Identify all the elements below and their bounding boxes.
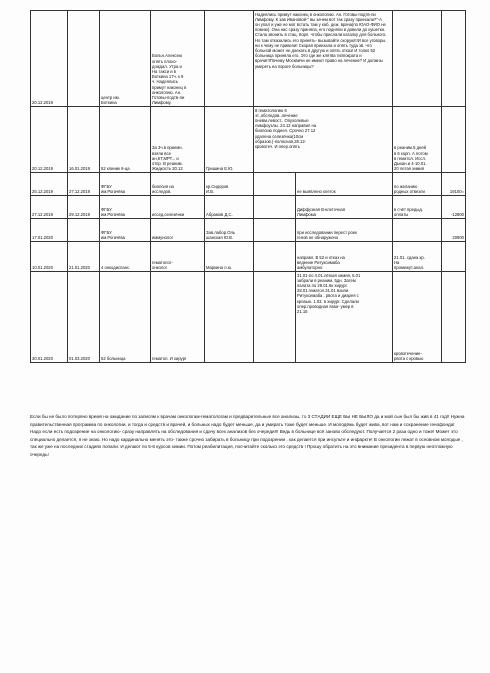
table-row (31, 242, 466, 272)
table-cell: 19100= (442, 173, 466, 196)
table-cell: Больн.Алексею опять плохо- дождал. Утра и На такси и в Боткина 17ч. к 9 ч. Надеялись примут наконец в онкологию. Ан. Готовы-подтв-ли Лимфому. (151, 11, 205, 107)
table-cell: 8 гематологию 6 эт.,обследов.,лечение пневм.левост.. Опухолевые лимфоузлы. 24.12 направил на биопсию поднел. Срочно 27.12 удалена селезёнка(10см образов.)-полосная,28.12- кровотеч. И опер.опять (254, 107, 393, 173)
table-cell: 27.12.2019 (68, 173, 100, 196)
table-cell: ФГБУ им.Рогачёва (100, 173, 151, 196)
table-cell: Надеялись примут наконец в онкологию. Ан. Готовы-подтв-ли Лимфому. К зав Ивановой-" вы зачем вот так сразу приехали?"-А он упал и уже не мог встать там у каб. деж. врача(по ЮАО-ФИО не помню). Она нас сразу приняла, его подняли и довели до кушетки. Стала звонить в стац. Корп. чтобы прислали каталку для больного. Но там отказались его принять- вызывайте скорую!!!И все уговоры ни к чему не привели! Скорая приехала и опять туда зв. что больной может не доехать в другую и опять отказ! И толко 52 больница приняла его. Это где же клятва гиппократа и врачи!!!Почему Москвичи не имеют право на лечение? И должны умереть на пороге больницы? (254, 11, 393, 107)
table-cell: 17.01.2020 (31, 219, 68, 242)
table-cell: не выявлено клеток (296, 173, 393, 196)
table-cell (205, 272, 254, 363)
table-cell (393, 219, 442, 242)
table-cell (254, 272, 296, 363)
table-cell: биопсия на исследов. (151, 173, 205, 196)
table-cell: по желанию родных отвезли (393, 173, 442, 196)
table-cell (254, 173, 296, 196)
table-cell: направл. В 52 и отказ на ведение Ритуксимаба амбулаторно (296, 242, 393, 272)
table-cell (68, 219, 100, 242)
table-cell: 27.12.2019 (31, 196, 68, 219)
table-cell: 10.01.2020 (31, 242, 68, 272)
medical-history-table (30, 10, 466, 363)
table-cell: 20.12.2019 (31, 107, 68, 173)
table-cell: 25.12.2019 (31, 173, 68, 196)
table-cell: 21.01. сдана кр. На промежут.анал. (393, 242, 442, 272)
table-cell: Гришина Е.Ю. (205, 107, 254, 173)
table-cell: 21.01.2020 (68, 242, 100, 272)
table-cell: 52 клиник 6-ца (100, 107, 151, 173)
table-cell: центр им. Боткина (100, 11, 151, 107)
table-cell: иссед.селезёнки (151, 196, 205, 219)
table-cell: ФГБУ им.Рогачёва (100, 219, 151, 242)
table-cell: Абрамов Д.С. (205, 196, 254, 219)
table-cell: гематол. И хирург (151, 272, 205, 363)
table-cell: иммунолог (151, 219, 205, 242)
table-cell (442, 11, 466, 107)
table-cell: 30.01.2020 (31, 272, 68, 363)
table-cell: кровотечение- рвота с кровью (393, 272, 442, 363)
table-row (31, 11, 466, 107)
table-cell: 4 онкодиспанс. (100, 242, 151, 272)
table-cell: 20.12.2019 (31, 11, 68, 107)
table-cell: при исследовании перест роек генов не обнаружено (296, 219, 393, 242)
table-cell: в реаним.5 дней в 6 корп. А потом в гематол. Иссл. Дыхан.и 4-10.01. 20 летая химия (393, 107, 442, 173)
table-cell (254, 196, 296, 219)
table-cell (254, 219, 296, 242)
table-cell: 52 больница (100, 272, 151, 363)
table-cell (393, 11, 442, 107)
table-cell: 29.12.2019 (68, 196, 100, 219)
table-cell: -12800 (442, 196, 466, 219)
table-cell (442, 242, 466, 272)
table-cell (205, 11, 254, 107)
table-cell: Зав.лабор.Оль шанская Ю.В. (205, 219, 254, 242)
table-cell (254, 242, 296, 272)
table-row (31, 272, 466, 363)
table-cell: Диффузная В-клеточная Лимфома (296, 196, 393, 219)
table-cell: кр.Сидоров И.В. (205, 173, 254, 196)
table-cell (442, 272, 466, 363)
table-row (31, 196, 466, 219)
table-row (31, 173, 466, 196)
table-cell (68, 11, 100, 107)
table-cell: 16.01.2019 (68, 107, 100, 173)
table-cell: гематолог- онколог (151, 242, 205, 272)
table-row (31, 107, 466, 173)
table-cell: в счёт предыд. оплаты (393, 196, 442, 219)
table-cell: 31.01-по 4.01.лёгкая химия, 5.01 забрали в реаним. 5дн. Затем палата по 28.01.6к хирург. 28.01.гематол.31.01 вхили Ритуксимаба . рвота и диарея с кровью. 1.03. в хирург. Сделали опер.проводная язва- умер в 21.15 (296, 272, 393, 363)
table-cell: 20900 (442, 219, 466, 242)
table-cell (442, 107, 466, 173)
table-cell: ФГБУ им.Рогачёва (100, 196, 151, 219)
table-cell: За 3ч.в приемн. взяли все ан,КТ,МРТ... и отпр. В реаним. Жидкость 20.12 (151, 107, 205, 173)
table-cell: Маркина л.ю. (205, 242, 254, 272)
table-cell: 01.03.2020 (68, 272, 100, 363)
appeal-text: Если бы не было потеряно время на ожидание по записям к врачам онкологам-гематологам и предварительные все анализы, то 3 СТАДИИ ЕЩЕ БЫ НЕ БЫЛО да и мой сын был бы жив в 41 год!! Нужна правительственная программа по онкологии, и тогда и средств и врачей, и больных надо будет меньше, да и умирать тоже будет меньше. И молодёжь будет жива, вот нам и сохранение генофонда! Надо если есть подозрение на онкологию- сразу направлять на обследования и сдачу всех анализов без очереди!!! Ведь в больнице всё заново обследуют. Получается 2 раза одно и тоже! Может это специально делается, я не знаю. Но надо кардинально менять это- также срочно забирать в больницу при подозрении , как делается при инсульте и инфаркте! В онкологии лежат в основном молодые , так же уже на последних стадиях попали. И делают по 5-6 курсов химии. Потом реабилитация, посчитайте сколько это средств ! Прошу обратить на это внимание президента в первую неотложную очередь! (30, 414, 465, 457)
table-row (31, 219, 466, 242)
